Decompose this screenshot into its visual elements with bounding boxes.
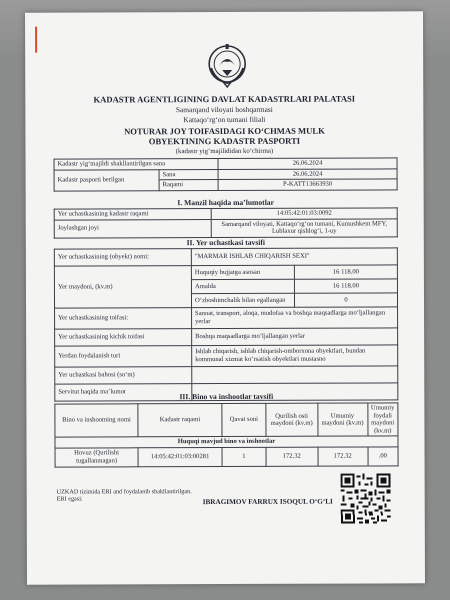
land-value-label: Yer uchastkasi bahosi (so‘m): [55, 367, 192, 384]
section1-title: I. Manzil haqida ma’lumotlar: [177, 197, 274, 208]
signer-name: IBRAGIMOV FARRUX ISOQUL O‘G‘LI: [202, 497, 333, 507]
subcategory-value: Boshqa maqsadlarga mo‘ljallangan yerlar: [192, 328, 398, 346]
col-floors: Qavat soni: [222, 403, 266, 436]
col-footprint-area: Qurilish osti maydoni (kv.m): [266, 403, 318, 436]
object-name-label: Yer uchastkasining (obyekt) nomi:: [54, 249, 191, 266]
building-floors: 1: [222, 447, 266, 466]
document-note: (kadastr yig‘majilididan ko‘chirma): [175, 147, 274, 156]
address-table: [54, 207, 398, 238]
legal-area-value: 16 118.00: [294, 265, 397, 279]
unauth-area-value: 0: [294, 293, 397, 307]
legal-area-label: Huquqiy hujjatga asosan: [191, 265, 294, 279]
col-useful-area: Umumiy foydali maydoni (kv.m): [367, 403, 398, 436]
actual-area-value: 16 118.00: [294, 279, 397, 293]
table-row: [55, 447, 398, 467]
document-subtitle: OBYEKTINING KADASTR PASPORTI: [148, 135, 301, 147]
intro-table: [54, 157, 398, 191]
document-title: NOTURAR JOY TOIFASIDAGI KO‘CHMAS MULK: [124, 125, 325, 137]
actual-area-label: Amalda: [191, 279, 294, 293]
date-label: Sana: [159, 169, 218, 180]
rights-subheader: Huquqi mavjud bino va inshootlar: [55, 436, 398, 448]
use-type-value: Ishlab chiqarish, ishlab chiqarish-omborxona obyektlari, bundan kommunal xizmat ko‘rsatish obyektlari mustasno: [192, 345, 398, 367]
district-branch: Kattaqo‘rg‘on tumani filiali: [183, 114, 266, 125]
cadastre-value: 14:05:42:01:03:0092: [211, 208, 397, 219]
col-total-area: Umumiy maydoni (kv.m): [317, 403, 367, 436]
formed-value: 26.06.2024: [218, 158, 397, 169]
state-emblem-icon: [205, 42, 249, 88]
number-label: Raqami: [159, 180, 218, 191]
section2-title: II. Yer uchastkasi tavsifi: [186, 237, 266, 248]
region-office: Samarqand viloyati boshqarmasi: [175, 104, 273, 115]
cadastre-label: Yer uchastkasining kadastr raqami: [54, 209, 211, 220]
category-value: Sanoat, transport, aloqa, mudofaa va boshqa maqsadlarga mo‘ljallangan yerlar: [192, 307, 398, 329]
building-total: 172.32: [318, 447, 368, 466]
location-label: Joylashgan joyi: [54, 219, 211, 238]
agency-title: KADASTR AGENTLIGINING DAVLAT KADASTRLARI PALATASI: [93, 93, 356, 105]
building-cadastre: 14:05:42:01:03:00281: [138, 447, 222, 466]
category-label: Yer uchastkasining toifasi:: [55, 308, 192, 329]
subcategory-label: Yer uchastkasining kichik toifasi: [55, 329, 192, 346]
building-useful: .00: [368, 447, 399, 466]
land-value-value: [192, 366, 398, 384]
eds-note: UZKAD tizimida ERI and foydalanib shakllantirilgan. ERI egasi:: [56, 488, 192, 504]
qr-code-icon: [341, 473, 391, 523]
land-table: [54, 247, 399, 401]
cadastre-passport-page: [25, 11, 425, 584]
col-building-name: Bino va inshootning nomi: [55, 404, 138, 438]
buildings-table: [54, 402, 398, 467]
pen-mark: [35, 27, 37, 53]
building-footprint: 172.32: [266, 447, 318, 466]
area-label: Yer maydoni, (kv.m): [54, 266, 191, 308]
object-name-value: "MARMAR ISHLAB CHIQARISH SEXI": [191, 248, 397, 266]
unauth-area-label: O‘zboshimchalik bilan egallangan: [191, 293, 294, 307]
section3-title: III. Bino va inshootlar tavsifi: [179, 391, 274, 402]
location-value: Samarqand viloyati, Kattaqo‘rg‘on tumani, Kumushkent MFY, Lublaxur qishlog‘i, 1-uy: [211, 218, 397, 237]
issued-label: Kadastr pasporti berilgan: [54, 169, 159, 191]
servitude-label: Servitut haqida ma’lumot: [55, 384, 192, 401]
formed-label: Kadastr yig‘majildi shakllantirilgan sana: [54, 159, 218, 170]
date-value: 26.06.2024: [218, 168, 397, 179]
building-name: Hovuz (Qurilishi tugallanmagan): [55, 448, 138, 467]
col-cadastre-number: Kadastr raqami: [138, 404, 222, 438]
number-value: P-KATT13663930: [218, 179, 397, 190]
use-type-label: Yerdan foydalanish turi: [55, 346, 192, 367]
